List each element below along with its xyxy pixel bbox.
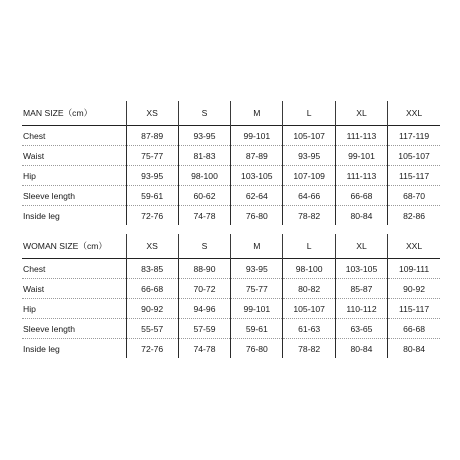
table-cell: 76-80	[231, 339, 283, 359]
table-cell: 117-119	[388, 126, 440, 146]
table-cell: 78-82	[283, 339, 335, 359]
table-cell: 62-64	[231, 186, 283, 206]
size-header-xs: XS	[126, 234, 178, 259]
table-cell: 55-57	[126, 319, 178, 339]
table-cell: 61-63	[283, 319, 335, 339]
man-header-row	[22, 101, 440, 126]
row-label: Inside leg	[23, 343, 60, 354]
table-cell: 105-107	[283, 299, 335, 319]
table-cell: 66-68	[388, 319, 440, 339]
table-cell: 107-109	[283, 166, 335, 186]
size-header-xl: XL	[335, 234, 387, 259]
man-row-inside-leg	[22, 206, 440, 226]
table-cell: 94-96	[178, 299, 230, 319]
table-cell: 72-76	[126, 339, 178, 359]
size-header-l: L	[283, 234, 335, 259]
size-header-xl: XL	[335, 101, 387, 126]
row-label: Inside leg	[23, 210, 60, 221]
table-cell: 72-76	[126, 206, 178, 226]
table-cell: 66-68	[126, 279, 178, 299]
row-label: Chest	[23, 263, 46, 274]
size-header-m: M	[231, 101, 283, 126]
size-header-xs: XS	[126, 101, 178, 126]
table-cell: 93-95	[283, 146, 335, 166]
table-cell: 99-101	[231, 126, 283, 146]
table-cell: 83-85	[126, 259, 178, 279]
size-header-l: L	[283, 101, 335, 126]
table-cell: 75-77	[126, 146, 178, 166]
man-row-sleeve-length	[22, 186, 440, 206]
table-cell: 90-92	[388, 279, 440, 299]
size-header-s: S	[178, 101, 230, 126]
table-cell: 78-82	[283, 206, 335, 226]
table-cell: 60-62	[178, 186, 230, 206]
table-cell: 63-65	[335, 319, 387, 339]
table-cell: 109-111	[388, 259, 440, 279]
man-row-chest	[22, 126, 440, 146]
row-label: Sleeve length	[23, 190, 76, 201]
table-cell: 111-113	[335, 126, 387, 146]
table-cell: 64-66	[283, 186, 335, 206]
woman-row-inside-leg	[22, 339, 440, 359]
table-cell: 93-95	[178, 126, 230, 146]
table-cell: 93-95	[126, 166, 178, 186]
size-header-xxl: XXL	[388, 101, 440, 126]
table-cell: 105-107	[283, 126, 335, 146]
woman-size-table	[22, 234, 440, 358]
row-label: Hip	[23, 303, 36, 314]
man-row-waist	[22, 146, 440, 166]
woman-row-chest	[22, 259, 440, 279]
row-label: Hip	[23, 170, 36, 181]
size-header-s: S	[178, 234, 230, 259]
table-cell: 87-89	[126, 126, 178, 146]
table-cell: 59-61	[126, 186, 178, 206]
table-cell: 115-117	[388, 166, 440, 186]
row-label: Chest	[23, 130, 46, 141]
table-cell: 80-84	[335, 206, 387, 226]
table-cell: 82-86	[388, 206, 440, 226]
table-cell: 87-89	[231, 146, 283, 166]
size-header-xxl: XXL	[388, 234, 440, 259]
row-label: Waist	[23, 283, 45, 294]
table-cell: 57-59	[178, 319, 230, 339]
table-cell: 103-105	[335, 259, 387, 279]
table-cell: 103-105	[231, 166, 283, 186]
table-cell: 85-87	[335, 279, 387, 299]
woman-row-waist	[22, 279, 440, 299]
table-cell: 111-113	[335, 166, 387, 186]
table-cell: 74-78	[178, 339, 230, 359]
table-cell: 88-90	[178, 259, 230, 279]
table-cell: 110-112	[335, 299, 387, 319]
table-cell: 74-78	[178, 206, 230, 226]
table-cell: 70-72	[178, 279, 230, 299]
table-cell: 80-84	[388, 339, 440, 359]
table-cell: 99-101	[335, 146, 387, 166]
table-cell: 105-107	[388, 146, 440, 166]
row-label: Waist	[23, 150, 45, 161]
table-cell: 80-82	[283, 279, 335, 299]
table-cell: 76-80	[231, 206, 283, 226]
woman-row-hip	[22, 299, 440, 319]
size-header-m: M	[231, 234, 283, 259]
table-cell: 68-70	[388, 186, 440, 206]
man-size-table	[22, 101, 440, 225]
table-cell: 98-100	[178, 166, 230, 186]
table-cell: 59-61	[231, 319, 283, 339]
man-row-hip	[22, 166, 440, 186]
man-size-title: MAN SIZE（cm）	[23, 108, 93, 118]
table-cell: 98-100	[283, 259, 335, 279]
woman-size-title: WOMAN SIZE（cm）	[23, 241, 108, 251]
woman-row-sleeve-length	[22, 319, 440, 339]
table-cell: 66-68	[335, 186, 387, 206]
table-cell: 75-77	[231, 279, 283, 299]
table-cell: 90-92	[126, 299, 178, 319]
woman-header-row	[22, 234, 440, 259]
table-cell: 93-95	[231, 259, 283, 279]
table-cell: 80-84	[335, 339, 387, 359]
table-cell: 99-101	[231, 299, 283, 319]
table-cell: 81-83	[178, 146, 230, 166]
table-cell: 115-117	[388, 299, 440, 319]
row-label: Sleeve length	[23, 323, 76, 334]
